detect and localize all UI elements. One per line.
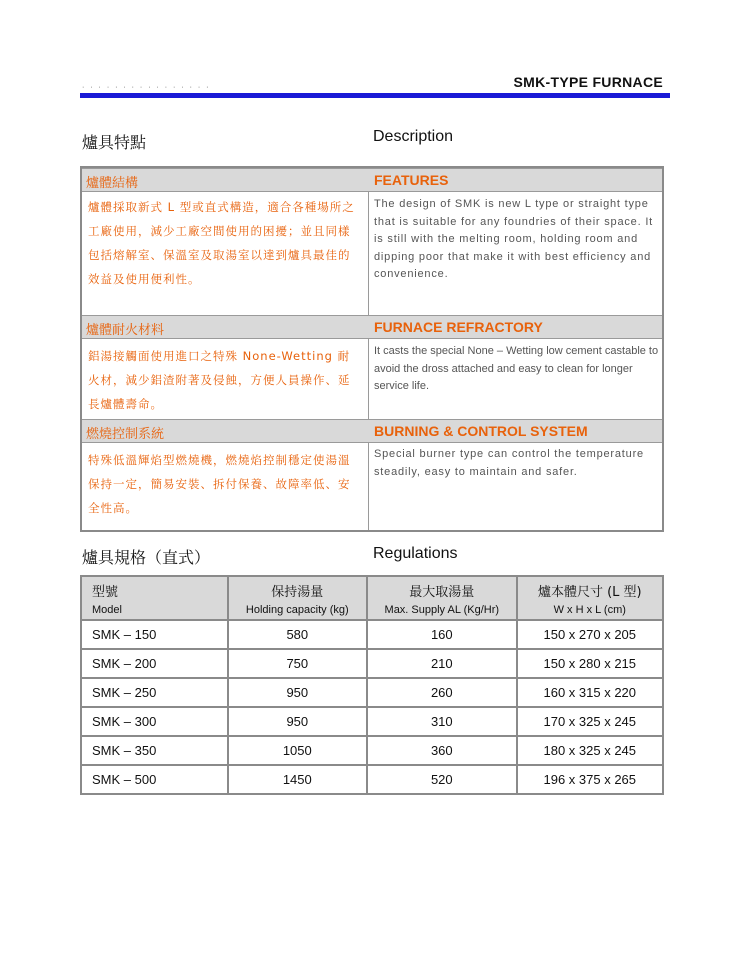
supply-cell: 210 [367,649,516,678]
holding-cell: 580 [228,620,368,649]
header-divider [80,93,670,98]
table-header-row [81,576,663,620]
column-header-zh: 爐本體尺寸 (L 型) [537,584,642,600]
table-row [81,620,663,649]
refractory-row-header [82,315,662,339]
supply-cell: 310 [367,707,516,736]
table-row [81,765,663,794]
dimensions-cell: 180 x 325 x 245 [517,736,663,765]
holding-cell: 1050 [228,736,368,765]
feature-body-zh: 爐體採取新式 L 型或直式構造，適合各種場所之工廠使用，減少工廠空間使用的困擾；並且同樣包括熔解室、保溫室及取湯室以達到爐具最佳的效益及使用便利性。 [88,200,355,286]
features-title-en: Description [373,128,454,145]
column-header-en: W x H x L (cm) [553,603,626,616]
burning-body-en: Special burner type can control the temperature steadily, easy to maintain and safer. [374,448,644,478]
features-title-zh: 爐具特點 [82,133,147,152]
refractory-body-zh: 鋁湯接觸面使用進口之特殊 None-Wetting 耐火材，減少鋁渣附著及侵蝕，方便人員操作、延長爐體壽命。 [88,349,351,411]
table-row [81,707,663,736]
holding-cell: 750 [228,649,368,678]
supply-cell: 260 [367,678,516,707]
feature-heading-zh: 爐體結構 [86,176,139,191]
refractory-heading-en: FURNACE REFRACTORY [374,319,543,335]
holding-cell: 950 [228,678,368,707]
burning-row-header [82,419,662,443]
dimensions-cell: 150 x 270 x 205 [517,620,663,649]
features-box [80,166,664,532]
table-row [81,678,663,707]
model-cell: SMK – 150 [81,620,228,649]
column-header-en: Max. Supply AL (Kg/Hr) [384,603,500,616]
table-row [81,649,663,678]
model-cell: SMK – 300 [81,707,228,736]
refractory-body-en: It casts the special None – Wetting low cement castable to avoid the dross attached and easy to clean for longer service life. [374,345,659,392]
holding-cell: 950 [228,707,368,736]
dimensions-cell: 170 x 325 x 245 [517,707,663,736]
column-header-model [81,576,228,620]
column-header-zh: 最大取湯量 [409,584,475,600]
model-cell: SMK – 350 [81,736,228,765]
burning-heading-zh: 燃燒控制系統 [86,427,165,442]
dimensions-cell: 150 x 280 x 215 [517,649,663,678]
column-header-supply [367,576,516,620]
supply-cell: 360 [367,736,516,765]
spec-table [80,575,664,795]
model-cell: SMK – 200 [81,649,228,678]
table-row [81,736,663,765]
feature-heading-en: FEATURES [374,172,449,188]
column-header-dimensions [517,576,663,620]
column-header-en: Model [92,603,122,616]
features-column-divider [368,168,369,530]
burning-heading-en: BURNING & CONTROL SYSTEM [374,423,588,439]
model-cell: SMK – 250 [81,678,228,707]
holding-cell: 1450 [228,765,368,794]
features-row-header [82,168,662,192]
column-header-zh: 型號 [92,584,119,600]
header-dots: · · · · · · · · · · · · · · · · [82,84,211,91]
column-header-holding [228,576,368,620]
model-cell: SMK – 500 [81,765,228,794]
dimensions-cell: 196 x 375 x 265 [517,765,663,794]
spec-title-zh: 爐具規格（直式） [82,548,211,567]
column-header-en: Holding capacity (kg) [245,603,349,616]
column-header-zh: 保持湯量 [271,584,324,600]
page-title: SMK-TYPE FURNACE [513,74,663,90]
supply-cell: 520 [367,765,516,794]
spec-title-en: Regulations [373,545,458,562]
burning-body-zh: 特殊低溫輝焰型燃燒機，燃燒焰控制穩定使湯溫保持一定，簡易安裝、拆付保養、故障率低、安全性高。 [88,453,351,515]
dimensions-cell: 160 x 315 x 220 [517,678,663,707]
refractory-heading-zh: 爐體耐火材料 [86,323,165,338]
supply-cell: 160 [367,620,516,649]
feature-body-en: The design of SMK is new L type or straight type that is suitable for any foundries of their space. It is still with the melting room, holding room and dipping poor that make it with best efficiency and convenience. [374,198,654,280]
